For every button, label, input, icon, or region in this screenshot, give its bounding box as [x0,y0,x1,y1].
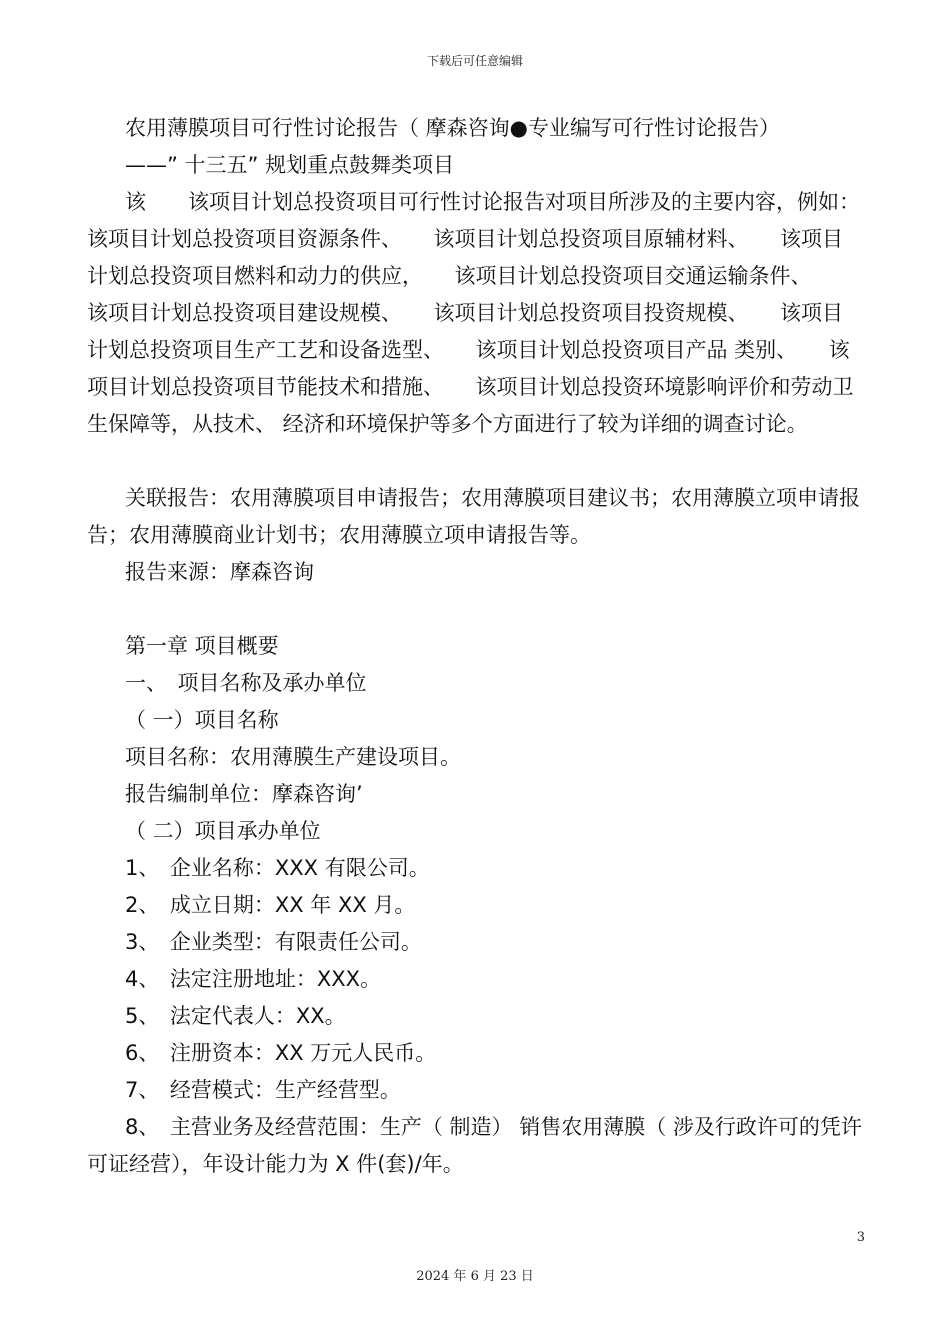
list-item: 3、 企业类型：有限责任公司。 [125,930,422,954]
intro-paragraph: 该 该项目计划总投资项目可行性讨论报告对项目所涉及的主要内容，例如： 该项目计划总投资项目资源条件、 该项目计划总投资项目原辅材料、 该项目计划总投资项目燃料和动力的供应， 该项目计划总投资项目交通运输条件、 该项目计划总投资项目建设规模、 该项目计划总投资项目投资规模、 该项目计划总投资项目生产工艺和设备选型、 该项目计划总投资项目产品 类别、 该项目计划总投资项目节能技术和措施、 该项目计划总投资环境影响评价和劳动卫生保障等，从技术、 经济和环境保护等多个方面进行了较为详细的调查讨论。 [87,190,892,436]
list-item: 1、 企业名称：XXX 有限公司。 [125,856,430,880]
list-item-business-scope: 8、 主营业务及经营范围：生产（ 制造） 销售农用薄膜（ 涉及行政许可的凭许可证经营），年设计能力为 X 件(套)/年。 [87,1115,862,1176]
compiler-line: 报告编制单位：摩森咨询’ [125,782,363,806]
subsection-undertaker: （ 二）项目承办单位 [125,819,321,843]
title-line: 农用薄膜项目可行性讨论报告（ 摩森咨询●专业编写可行性讨论报告） [125,116,780,140]
page-header: 下载后可任意编辑 [426,54,523,68]
list-item: 4、 法定注册地址：XXX。 [125,967,382,991]
section-heading: 一、 项目名称及承办单位 [125,671,367,695]
related-reports: 关联报告：农用薄膜项目申请报告；农用薄膜项目建议书；农用薄膜立项申请报告；农用薄膜商业计划书；农用薄膜立项申请报告等。 [87,486,860,547]
list-item: 6、 注册资本：XX 万元人民币。 [125,1041,437,1065]
chapter-heading: 第一章 项目概要 [125,634,279,658]
list-item: 5、 法定代表人：XX。 [125,1004,346,1028]
project-name-line: 项目名称：农用薄膜生产建设项目。 [125,745,461,769]
subsection-project-name: （ 一）项目名称 [125,708,279,732]
footer-date: 2024 年 6 月 23 日 [416,1269,534,1284]
list-item: 2、 成立日期：XX 年 XX 月。 [125,893,416,917]
list-item: 7、 经营模式：生产经营型。 [125,1078,401,1102]
page-number: 3 [856,1230,865,1245]
subtitle-line: ——” 十三五” 规划重点鼓舞类项目 [125,153,455,177]
document-body [87,110,892,1183]
report-source: 报告来源：摩森咨询 [125,560,314,584]
